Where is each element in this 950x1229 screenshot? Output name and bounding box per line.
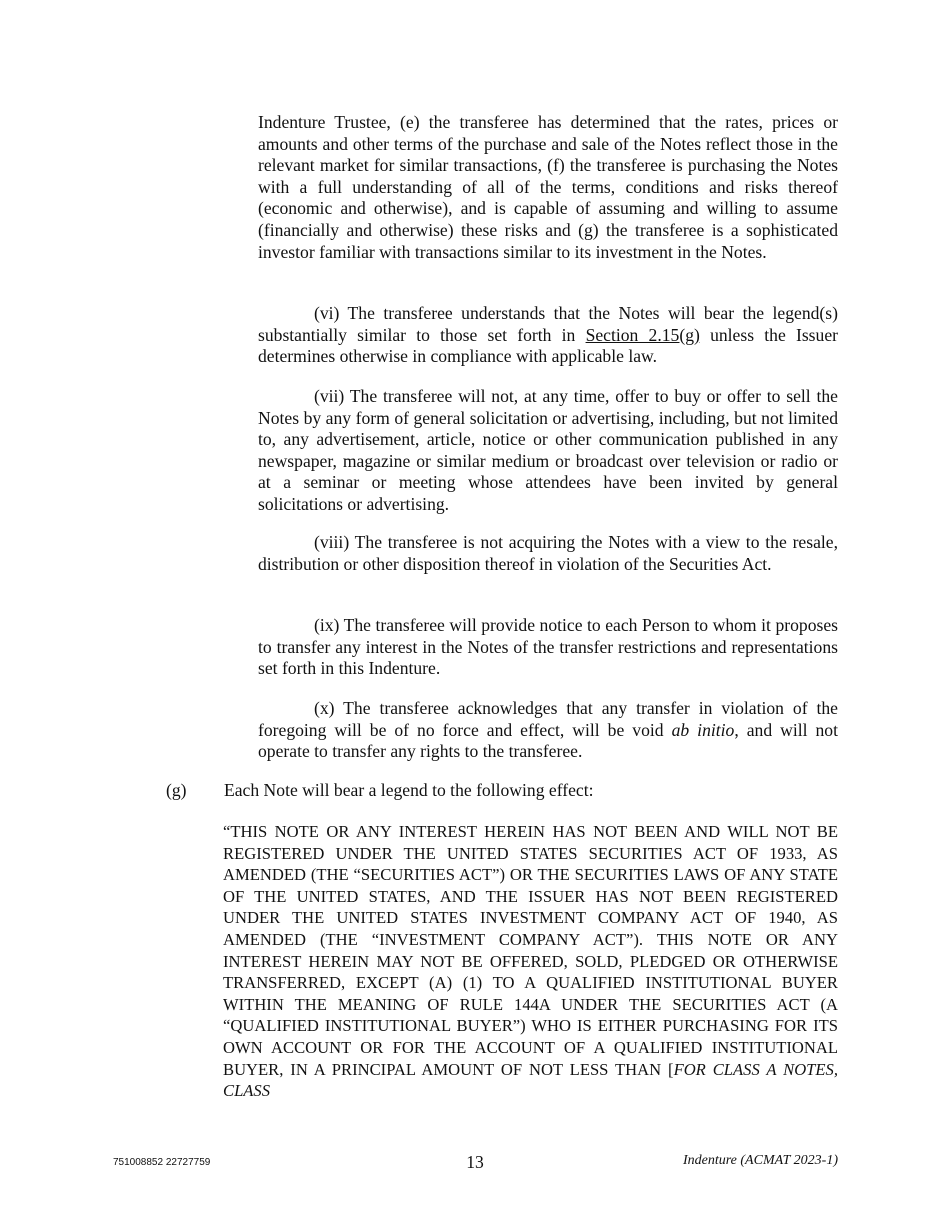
page-number: 13 <box>466 1152 484 1172</box>
paragraph-intro-text: Indenture Trustee, (e) the transferee has determined that the rates, prices or amounts and other terms of the purchase and sale of the Notes reflect those in the relevant market for similar transactions, (f) the transferee is purchasing the Notes with a full understanding of all of the terms, conditions and risks thereof (economic and otherwise), and is capable of assuming and willing to assume (financially and otherwise) these risks and (g) the transferee is a sophisticated investor familiar with transactions similar to its investment in the Notes. <box>258 112 838 262</box>
latin-term: ab initio <box>671 719 735 740</box>
paragraph-x <box>258 698 838 763</box>
item-g-label: (g) <box>166 780 187 800</box>
paragraph-viii-text: (viii) The transferee is not acquiring the Notes with a view to the resale, distribution or other disposition thereof in violation of the Securities Act. <box>258 532 838 574</box>
paragraph-intro <box>258 112 838 263</box>
footer-doc-id: 751008852 22727759 <box>113 1157 211 1168</box>
legend-italic-text: FOR CLASS A NOTES, CLASS <box>223 1059 838 1101</box>
paragraph-ix-text: (ix) The transferee will provide notice to each Person to whom it proposes to transfer any interest in the Notes of the transfer restrictions and representations set forth in this Indenture. <box>258 615 838 679</box>
section-reference-link[interactable]: Section 2.15(g) <box>585 324 700 345</box>
paragraph-ix <box>258 615 838 680</box>
paragraph-viii <box>258 532 838 575</box>
paragraph-x-text-end: , and will not operate to transfer any rights to the transferee. <box>258 719 838 762</box>
item-g-text: Each Note will bear a legend to the following effect: <box>224 780 594 800</box>
paragraph-vi-text: (vi) The transferee understands that the Notes will bear the legend(s) substantially similar to those set forth in <box>258 303 838 345</box>
paragraph-x-text: (x) The transferee acknowledges that any transfer in violation of the foregoing will be of no force and effect, will be void <box>258 698 838 740</box>
legend-block <box>223 821 838 1102</box>
legend-text: “THIS NOTE OR ANY INTEREST HEREIN HAS NOT BEEN AND WILL NOT BE REGISTERED UNDER THE UNITED STATES SECURITIES ACT OF 1933, AS AMENDED (THE “SECURITIES ACT”) OR THE SECURITIES LAWS OF ANY STATE OF THE UNITED STATES, AND THE ISSUER HAS NOT BEEN REGISTERED UNDER THE UNITED STATES INVESTMENT COMPANY ACT OF 1940, AS AMENDED (THE “INVESTMENT COMPANY ACT”). THIS NOTE OR ANY INTEREST HEREIN MAY NOT BE OFFERED, SOLD, PLEDGED OR OTHERWISE TRANSFERRED, EXCEPT (A) (1) TO A QUALIFIED INSTITUTIONAL BUYER WITHIN THE MEANING OF RULE 144A UNDER THE SECURITIES ACT (A “QUALIFIED INSTITUTIONAL BUYER”) WHO IS EITHER PURCHASING FOR ITS OWN ACCOUNT OR FOR THE ACCOUNT OF A QUALIFIED INSTITUTIONAL BUYER, IN A PRINCIPAL AMOUNT OF NOT LESS THAN [ <box>223 822 838 1079</box>
paragraph-vii <box>258 386 838 516</box>
paragraph-vii-text: (vii) The transferee will not, at any time, offer to buy or offer to sell the Notes by any form of general solicitation or advertising, including, but not limited to, any advertisement, article, notice or other communication published in any newspaper, magazine or similar medium or broadcast over television or radio or at a seminar or meeting whose attendees have been invited by general solicitations or advertising. <box>258 386 838 514</box>
paragraph-vi <box>258 303 838 368</box>
paragraph-vi-text-end: unless the Issuer determines otherwise in compliance with applicable law. <box>258 324 838 367</box>
footer-doc-title: Indenture (ACMAT 2023-1) <box>682 1153 838 1168</box>
